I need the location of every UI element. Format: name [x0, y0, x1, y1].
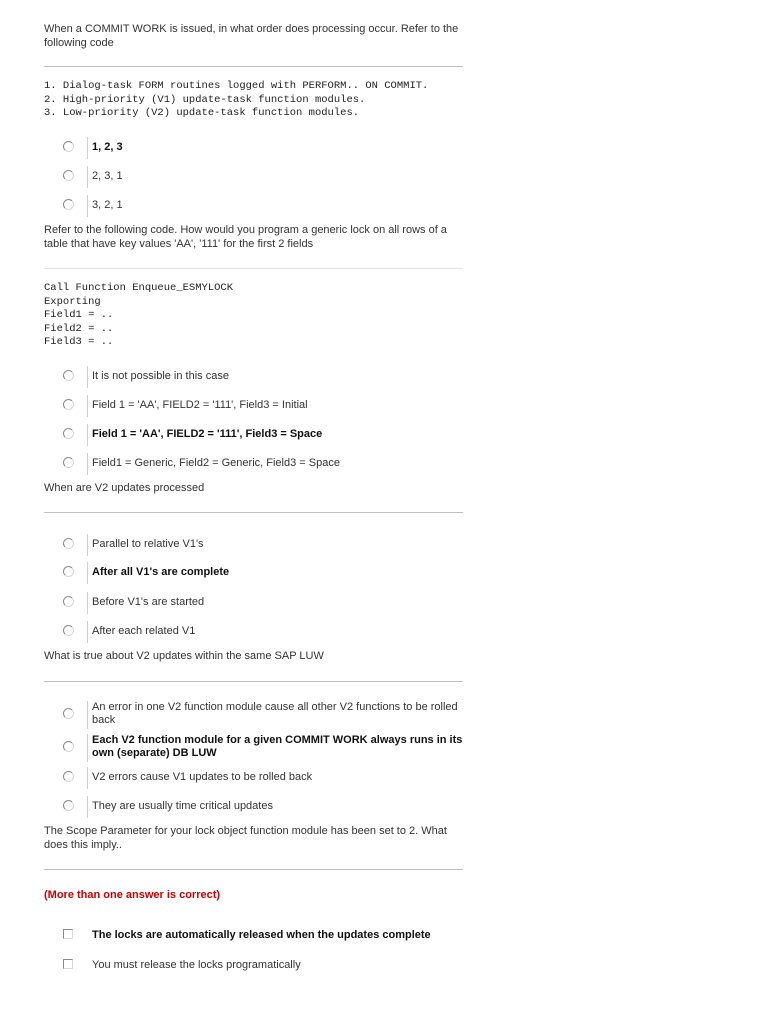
separator — [87, 137, 88, 159]
separator — [87, 621, 88, 643]
q3-option-3[interactable] — [60, 592, 480, 614]
separator — [87, 395, 88, 417]
option-label: Field1 = Generic, Field2 = Generic, Field3 = Space — [92, 457, 340, 469]
q4-option-4[interactable] — [60, 796, 480, 818]
radio-button[interactable] — [63, 800, 74, 811]
code-line: Field2 = .. — [44, 322, 114, 335]
separator — [87, 166, 88, 188]
radio-button[interactable] — [63, 199, 74, 210]
option-label: It is not possible in this case — [92, 370, 229, 382]
radio-button[interactable] — [63, 428, 74, 439]
multi-answer-note: (More than one answer is correct) — [44, 889, 221, 901]
code-line: Field1 = .. — [44, 309, 114, 321]
separator — [87, 592, 88, 614]
code-line: 2. High-priority (V1) update-task function modules. — [44, 93, 366, 106]
separator — [87, 701, 88, 729]
separator — [87, 453, 88, 475]
q1-option-3[interactable] — [60, 195, 480, 217]
q2-option-4[interactable] — [60, 453, 480, 475]
radio-button[interactable] — [63, 457, 74, 468]
option-label: 2, 3, 1 — [92, 170, 123, 182]
radio-button[interactable] — [63, 596, 74, 607]
radio-button[interactable] — [63, 170, 74, 181]
option-label: V2 errors cause V1 updates to be rolled back — [92, 771, 313, 783]
option-label: An error in one V2 function module cause all other V2 functions to be rolled back — [92, 701, 458, 726]
option-label: Parallel to relative V1's — [92, 538, 204, 550]
divider — [44, 869, 463, 870]
code-line: Exporting — [44, 295, 101, 308]
separator — [87, 366, 88, 388]
divider — [44, 681, 463, 682]
separator — [87, 534, 88, 556]
question-1-code — [44, 80, 428, 121]
q1-option-1[interactable] — [60, 137, 480, 159]
option-label: 3, 2, 1 — [92, 199, 123, 211]
code-line: 3. Low-priority (V2) update-task function modules. — [44, 107, 360, 119]
q2-option-2[interactable] — [60, 395, 480, 417]
separator — [87, 195, 88, 217]
q4-option-2[interactable] — [60, 734, 480, 762]
radio-button[interactable] — [63, 566, 74, 577]
question-3-text: When are V2 updates processed — [44, 482, 205, 494]
separator — [87, 767, 88, 789]
question-4-text: What is true about V2 updates within the same SAP LUW — [44, 650, 324, 662]
radio-button[interactable] — [63, 625, 74, 636]
separator — [87, 424, 88, 446]
divider — [44, 66, 463, 67]
radio-button[interactable] — [63, 708, 74, 719]
code-line: Field3 = .. — [44, 336, 114, 348]
radio-button[interactable] — [63, 771, 74, 782]
option-label: They are usually time critical updates — [92, 800, 273, 812]
q5-option-1[interactable] — [60, 925, 480, 947]
radio-button[interactable] — [63, 399, 74, 410]
option-label: Field 1 = 'AA', FIELD2 = '111', Field3 = Initial — [92, 399, 308, 411]
divider — [44, 512, 463, 513]
question-2-text: Refer to the following code. How would you program a generic lock on all rows of a table that have key values 'AA', '111' for the first 2 fields — [44, 224, 447, 250]
radio-button[interactable] — [63, 141, 74, 152]
option-label: You must release the locks programatically — [92, 959, 301, 971]
checkbox[interactable] — [63, 959, 73, 969]
question-1-text: When a COMMIT WORK is issued, in what order does processing occur. Refer to the following code — [44, 23, 459, 49]
option-label: After all V1's are complete — [92, 566, 230, 578]
radio-button[interactable] — [63, 370, 74, 381]
divider — [44, 268, 463, 269]
separator — [87, 562, 88, 584]
option-label: The locks are automatically released when the updates complete — [92, 929, 431, 941]
q3-option-4[interactable] — [60, 621, 480, 643]
separator — [87, 734, 88, 762]
code-line: 1. Dialog-task FORM routines logged with PERFORM.. ON COMMIT. — [44, 80, 429, 92]
question-2-code — [44, 282, 233, 350]
q4-option-1[interactable] — [60, 701, 480, 729]
q3-option-2[interactable] — [60, 562, 480, 584]
option-label: After each related V1 — [92, 625, 196, 637]
q4-option-3[interactable] — [60, 767, 480, 789]
option-label: Each V2 function module for a given COMMIT WORK always runs in its own (separate) DB LUW — [92, 734, 463, 759]
code-line: Call Function Enqueue_ESMYLOCK — [44, 282, 234, 294]
q3-option-1[interactable] — [60, 534, 480, 556]
separator — [87, 796, 88, 818]
question-5-text: The Scope Parameter for your lock object function module has been set to 2. What does this imply.. — [44, 825, 447, 851]
radio-button[interactable] — [63, 538, 74, 549]
checkbox[interactable] — [63, 929, 73, 939]
option-label: Before V1's are started — [92, 596, 205, 608]
q2-option-1[interactable] — [60, 366, 480, 388]
q5-option-2[interactable] — [60, 955, 480, 977]
q2-option-3[interactable] — [60, 424, 480, 446]
q1-option-2[interactable] — [60, 166, 480, 188]
option-label: Field 1 = 'AA', FIELD2 = '111', Field3 = Space — [92, 428, 323, 440]
option-label: 1, 2, 3 — [92, 141, 123, 153]
radio-button[interactable] — [63, 741, 74, 752]
